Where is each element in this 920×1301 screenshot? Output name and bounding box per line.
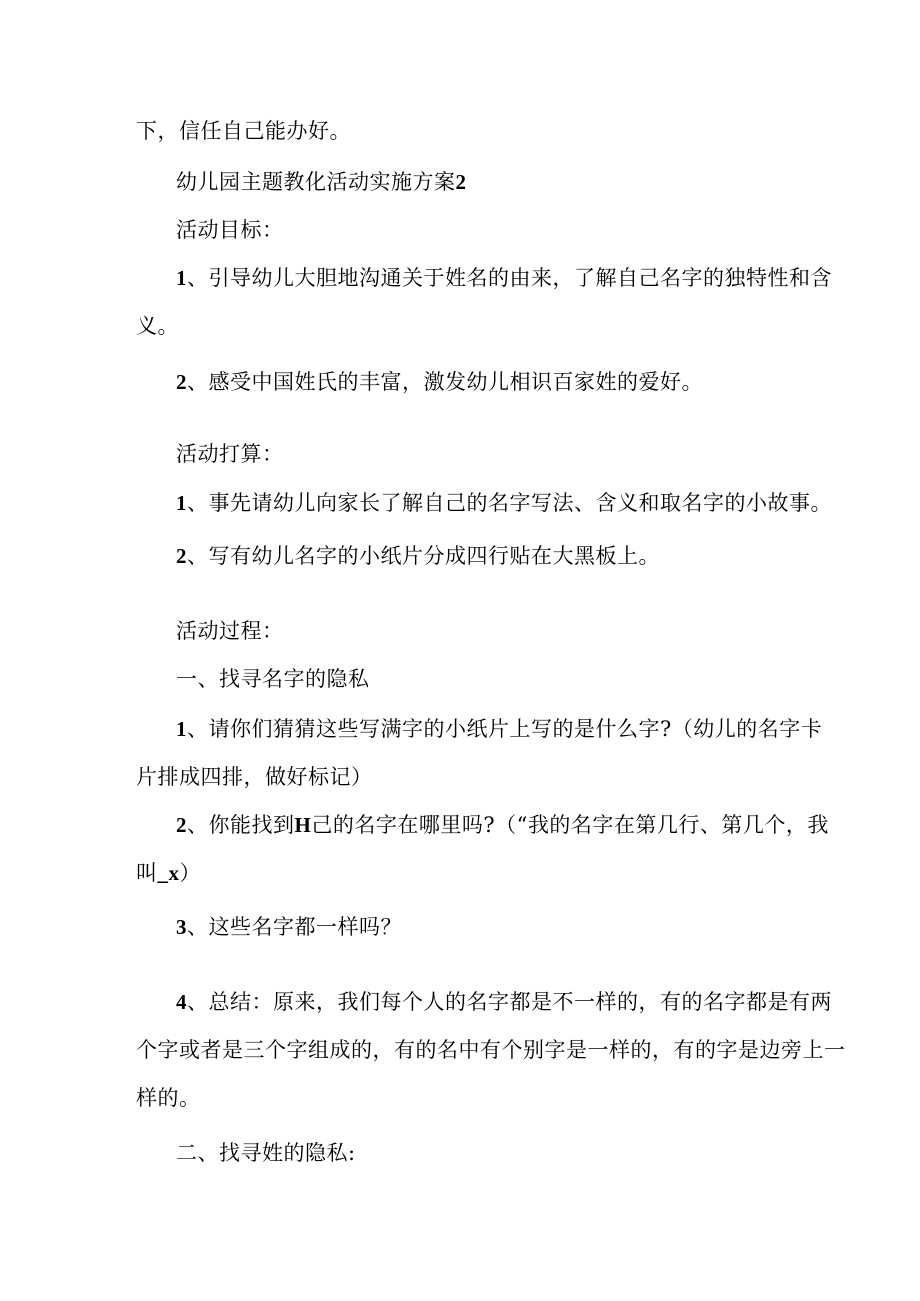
section-heading: 活动目标： [176,218,284,242]
list-item-continuation: 片排成四排，做好标记） [136,765,373,789]
list-item-continuation: 个字或者是三个字组成的，有的名中有个别字是一样的，有的字是边旁上一 [136,1038,846,1062]
list-item: 1、事先请幼儿向家长了解自己的名字写法、含义和取名字的小故事。 [176,491,832,515]
section-heading: 活动打算： [176,442,284,466]
list-item-continuation: 义。 [136,314,179,338]
list-item-continuation: 叫_x） [136,861,201,885]
list-item: 1、引导幼儿大胆地沟通关于姓名的由来，了解自己名字的独特性和含 [176,266,832,290]
subsection-heading: 一、找寻名字的隐私 [176,667,370,691]
list-item: 2、感受中国姓氏的丰富，激发幼儿相识百家姓的爱好。 [176,370,703,394]
section-heading: 活动过程： [176,619,284,643]
list-item: 2、你能找到H己的名字在哪里吗?（“我的名字在第几行、第几个，我 [176,813,829,837]
list-item: 2、写有幼儿名字的小纸片分成四行贴在大黑板上。 [176,544,660,568]
section-title: 幼儿园主题教化活动实施方案2 [176,170,467,194]
list-item-continuation: 样的。 [136,1086,201,1110]
paragraph-line: 下，信任自己能办好。 [136,119,351,143]
list-item: 4、总结：原来，我们每个人的名字都是不一样的，有的名字都是有两 [176,990,832,1014]
subsection-heading: 二、找寻姓的隐私: [176,1141,356,1165]
list-item: 3、这些名字都一样吗？ [176,915,402,939]
list-item: 1、请你们猜猜这些写满字的小纸片上写的是什么字?（幼儿的名字卡 [176,717,823,741]
